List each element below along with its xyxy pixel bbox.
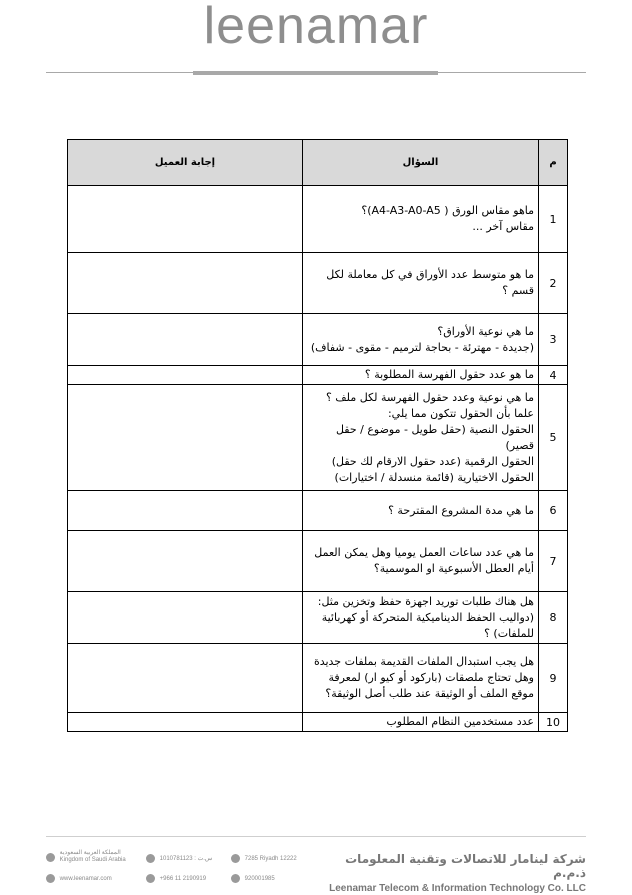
registration-icon bbox=[146, 854, 155, 863]
headset-icon bbox=[231, 874, 240, 883]
row-number: 7 bbox=[539, 531, 568, 592]
row-number: 3 bbox=[539, 314, 568, 366]
header-client-answer: إجابة العميل bbox=[68, 140, 303, 186]
location-pin-icon bbox=[46, 853, 55, 862]
table-row bbox=[68, 713, 568, 732]
row-number: 8 bbox=[539, 592, 568, 644]
header-question: السؤال bbox=[303, 140, 539, 186]
table-row bbox=[68, 491, 568, 531]
row-number: 5 bbox=[539, 385, 568, 491]
answer-cell[interactable] bbox=[68, 186, 303, 253]
header-number: م bbox=[539, 140, 568, 186]
question-cell: ما هي نوعية وعدد حقول الفهرسة لكل ملف ؟ علما بأن الحقول تتكون مما يلي: الحقول النصية (حقل طويل - موضوع / حقل قصير) الحقول الرقمية (عدد حقول الارقام لك حقل) الحقول الاختيارية (قائمة منسدلة / اختيارات) bbox=[303, 385, 539, 491]
header-accent-bar bbox=[193, 71, 438, 75]
footer-phone-text: +966 11 2190919 bbox=[159, 876, 207, 883]
globe-icon bbox=[46, 874, 55, 883]
question-cell: ما هي مدة المشروع المقترحة ؟ bbox=[303, 491, 539, 531]
footer-pobox bbox=[231, 854, 297, 863]
row-number: 9 bbox=[539, 644, 568, 713]
question-cell: عدد مستخدمين النظام المطلوب bbox=[303, 713, 539, 732]
footer-country-ar: المملكة العربية السعودية bbox=[59, 850, 121, 856]
table-row bbox=[68, 385, 568, 491]
footer-website-text[interactable]: www.leenamar.com bbox=[59, 876, 112, 883]
row-number: 6 bbox=[539, 491, 568, 531]
answer-cell[interactable] bbox=[68, 531, 303, 592]
answer-cell[interactable] bbox=[68, 713, 303, 732]
footer-website bbox=[46, 874, 112, 883]
footer-phone bbox=[146, 874, 206, 883]
row-number: 1 bbox=[539, 186, 568, 253]
footer-company bbox=[320, 852, 586, 894]
question-cell: ما هي عدد ساعات العمل يوميا وهل يمكن العمل أيام العطل الأسبوعية او الموسمية؟ bbox=[303, 531, 539, 592]
answer-cell[interactable] bbox=[68, 253, 303, 314]
answer-cell[interactable] bbox=[68, 491, 303, 531]
company-name-en: Leenamar Telecom & Information Technology Co. LLC bbox=[329, 883, 586, 894]
footer-location bbox=[46, 850, 126, 864]
question-cell: ماهو مقاس الورق ( A4-A3-A0-A5)؟ مقاس آخر ... bbox=[303, 186, 539, 253]
table-row bbox=[68, 592, 568, 644]
footer-divider bbox=[46, 836, 586, 837]
phone-icon bbox=[146, 874, 155, 883]
company-logo: leenamar bbox=[203, 0, 429, 55]
company-name-ar: شركة لينامار للاتصالات وتقنية المعلومات ذ.م.م bbox=[345, 852, 586, 880]
row-number: 10 bbox=[539, 713, 568, 732]
table-header-row bbox=[68, 140, 568, 186]
footer-tollfree bbox=[231, 874, 275, 883]
mailbox-icon bbox=[231, 854, 240, 863]
question-cell: ما هو متوسط عدد الأوراق في كل معاملة لكل قسم ؟ bbox=[303, 253, 539, 314]
answer-cell[interactable] bbox=[68, 366, 303, 385]
row-number: 2 bbox=[539, 253, 568, 314]
row-number: 4 bbox=[539, 366, 568, 385]
questions-table bbox=[67, 139, 568, 732]
footer-cr-text: س.ت : 1010781123 bbox=[159, 856, 213, 863]
question-cell: ما هو عدد حقول الفهرسة المطلوبة ؟ bbox=[303, 366, 539, 385]
answer-cell[interactable] bbox=[68, 592, 303, 644]
table-row bbox=[68, 366, 568, 385]
question-cell: هل يجب استبدال الملفات القديمة بملفات جديدة وهل تحتاج ملصقات (باركود أو كيو ار) لمعرفة موقع الملف أو الوثيقة عند طلب أصل الوثيقة؟ bbox=[303, 644, 539, 713]
table-row bbox=[68, 314, 568, 366]
footer-tollfree-text: 920001985 bbox=[244, 876, 275, 883]
table-row bbox=[68, 644, 568, 713]
table-row bbox=[68, 253, 568, 314]
footer-country-en: Kingdom of Saudi Arabia bbox=[59, 857, 126, 863]
footer-contacts bbox=[46, 850, 306, 886]
footer-pobox-text: 7285 Riyadh 12222 bbox=[244, 856, 297, 863]
answer-cell[interactable] bbox=[68, 644, 303, 713]
footer-cr bbox=[146, 854, 212, 863]
table-row bbox=[68, 186, 568, 253]
answer-cell[interactable] bbox=[68, 385, 303, 491]
answer-cell[interactable] bbox=[68, 314, 303, 366]
question-cell: هل هناك طلبات توريد اجهزة حفظ وتخزين مثل:(دواليب الحفظ الديناميكية المتحركة أو كهربائية للملفات) ؟ bbox=[303, 592, 539, 644]
table-row bbox=[68, 531, 568, 592]
question-cell: ما هي نوعية الأوراق؟ (جديدة - مهترئة - بحاجة لترميم - مقوى - شفاف) bbox=[303, 314, 539, 366]
